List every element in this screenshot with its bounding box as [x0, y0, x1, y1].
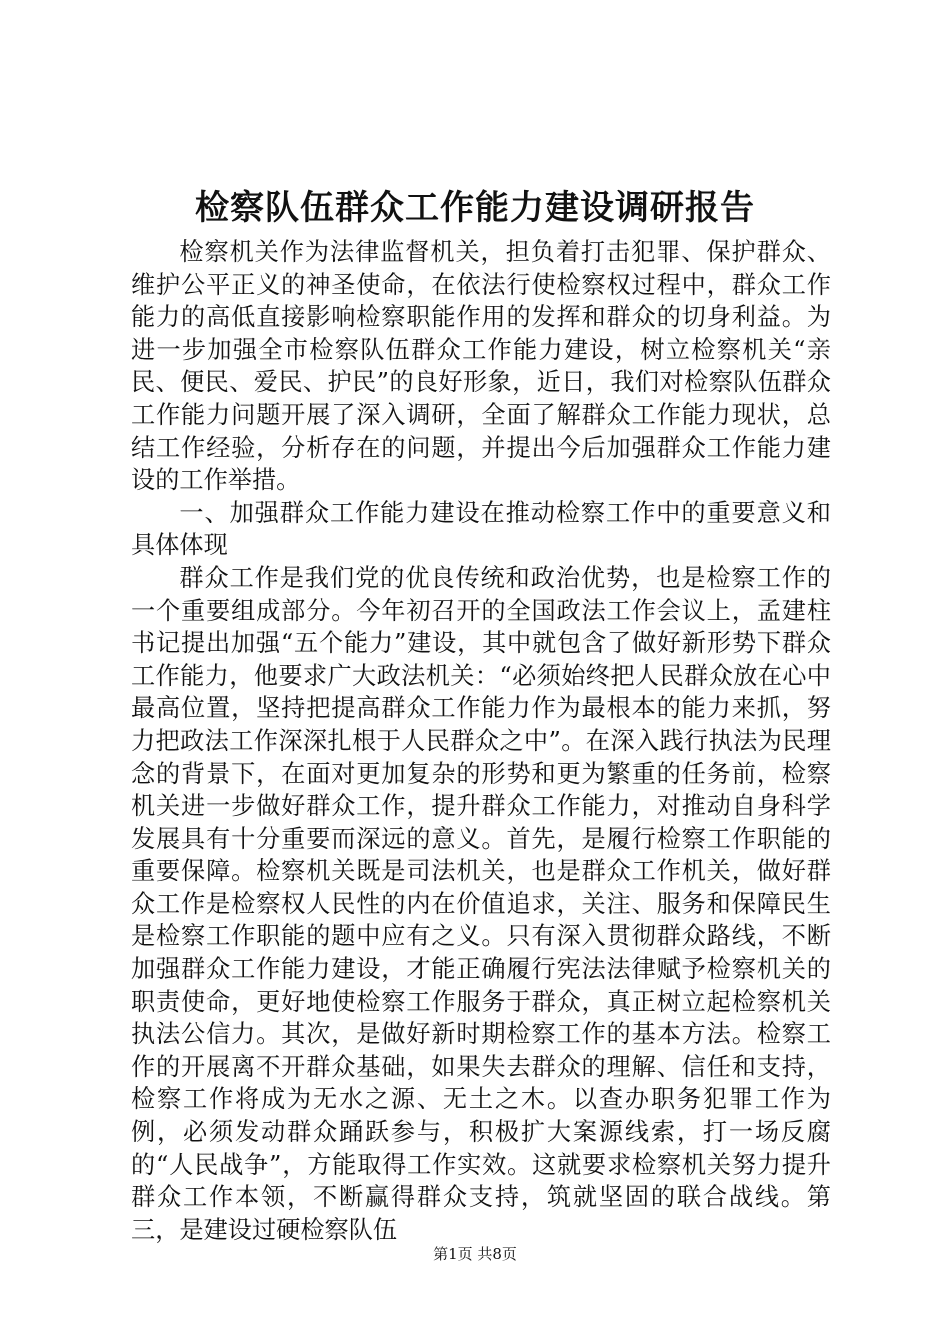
paragraph-section-1: 群众工作是我们党的优良传统和政治优势，也是检察工作的一个重要组成部分。今年初召开的全国政法工作会议上，孟建柱书记提出加强“五个能力”建设，其中就包含了做好新形势下群众工作能力，他要求广大政法机关：“必须始终把人民群众放在心中最高位置，坚持把提高群众工作能力作为最根本的能力来抓，努力把政法工作深深扎根于人民群众之中”。在深入践行执法为民理念的背景下，在面对更加复杂的形势和更为繁重的任务前，检察机关进一步做好群众工作，提升群众工作能力，对推动自身科学发展具有十分重要而深远的意义。首先，是履行检察工作职能的重要保障。检察机关既是司法机关，也是群众工作机关，做好群众工作是检察权人民性的内在价值追求，关注、服务和保障民生是检察工作职能的题中应有之义。只有深入贯彻群众路线，不断加强群众工作能力建设，才能正确履行宪法法律赋予检察机关的职责使命，更好地使检察工作服务于群众，真正树立起检察机关执法公信力。其次，是做好新时期检察工作的基本方法。检察工作的开展离不开群众基础，如果失去群众的理解、信任和支持，检察工作将成为无水之源、无土之木。以查办职务犯罪工作为例，必须发动群众踊跃参与，积极扩大案源线索，打一场反腐的“人民战争”，方能取得工作实效。这就要求检察机关努力提升群众工作本领，不断赢得群众支持，筑就坚固的联合战线。第三，是建设过硬检察队伍 — [131, 563, 831, 1244]
paragraph-intro: 检察机关作为法律监督机关，担负着打击犯罪、保护群众、维护公平正义的神圣使命，在依法行使检察权过程中，群众工作能力的高低直接影响检察职能作用的发挥和群众的切身利益。为进一步加强全市检察队伍群众工作能力建设，树立检察机关“亲民、便民、爱民、护民”的良好形象，近日，我们对检察队伍群众工作能力问题开展了深入调研，全面了解群众工作能力现状，总结工作经验，分析存在的问题，并提出今后加强群众工作能力建设的工作举措。 — [131, 238, 831, 495]
section-heading-1: 一、加强群众工作能力建设在推动检察工作中的重要意义和具体体现 — [131, 498, 831, 560]
document-body — [131, 236, 831, 1246]
page-footer: 第1页 共8页 — [433, 1245, 517, 1263]
document-title: 检察队伍群众工作能力建设调研报告 — [195, 188, 755, 228]
